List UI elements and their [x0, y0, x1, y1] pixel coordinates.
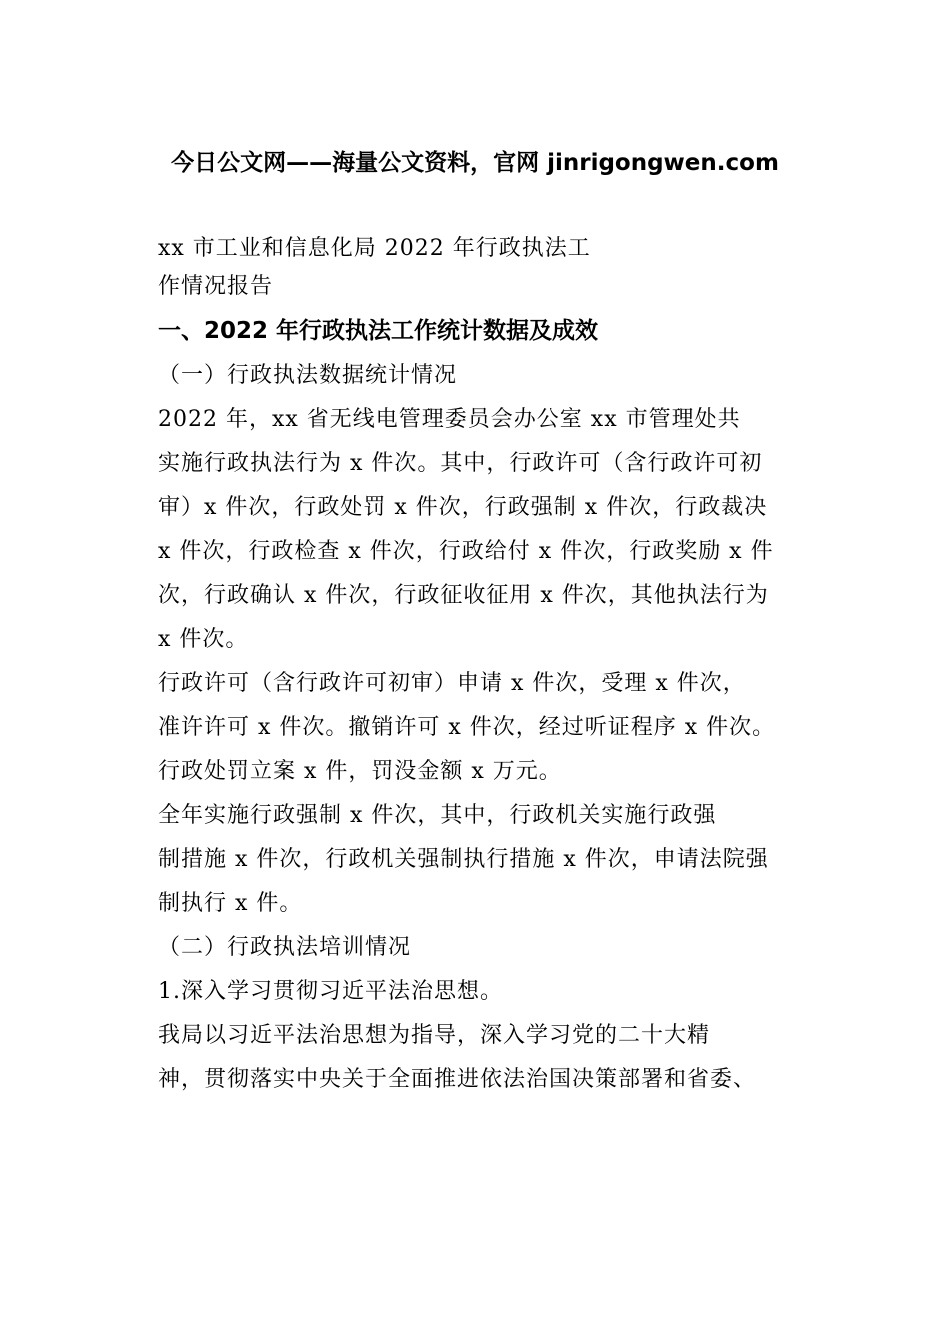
paragraph-penalty: [158, 750, 838, 794]
paragraph-training: [158, 1014, 838, 1102]
paragraph-line: x 件次，行政检查 x 件次，行政给付 x 件次，行政奖励 x 件: [158, 539, 774, 564]
paragraph-line: 实施行政执法行为 x 件次。其中，行政许可（含行政许可初: [158, 451, 763, 476]
paragraph-line: 全年实施行政强制 x 件次，其中，行政机关实施行政强: [158, 803, 717, 828]
document-title: [158, 230, 838, 306]
title-line: xx 市工业和信息化局 2022 年行政执法工: [158, 236, 591, 261]
subsection-heading-1: （一）行政执法数据统计情况: [158, 363, 458, 388]
paragraph-line: 2022 年，xx 省无线电管理委员会办公室 xx 市管理处共: [158, 407, 741, 432]
paragraph-line: 制执行 x 件。: [158, 891, 303, 916]
subsection-heading-2: （二）行政执法培训情况: [158, 935, 412, 960]
paragraph-enforcement: [158, 794, 838, 926]
section-heading-1: 一、2022 年行政执法工作统计数据及成效: [158, 318, 599, 344]
site-header-banner: 今日公文网——海量公文资料，官网 jinrigongwen.com: [171, 150, 779, 176]
title-line: 作情况报告: [158, 274, 274, 299]
paragraph-line: 制措施 x 件次，行政机关强制执行措施 x 件次，申请法院强: [158, 847, 769, 872]
paragraph-line: 行政许可（含行政许可初审）申请 x 件次，受理 x 件次，: [158, 671, 746, 696]
paragraph-licensing: [158, 662, 838, 750]
paragraph-line: 神，贯彻落实中央关于全面推进依法治国决策部署和省委、: [158, 1067, 757, 1092]
paragraph-line: 行政处罚立案 x 件，罚没金额 x 万元。: [158, 759, 562, 784]
paragraph-line: 我局以习近平法治思想为指导，深入学习党的二十大精: [158, 1023, 711, 1048]
numbered-item-1: 1.深入学习贯彻习近平法治思想。: [158, 979, 503, 1004]
paragraph-line: x 件次。: [158, 627, 249, 652]
document-body: [158, 206, 838, 1102]
paragraph-statistics: [158, 398, 838, 662]
paragraph-line: 准许许可 x 件次。撤销许可 x 件次，经过听证程序 x 件次。: [158, 715, 776, 740]
paragraph-line: 次，行政确认 x 件次，行政征收征用 x 件次，其他执法行为: [158, 583, 769, 608]
paragraph-line: 审）x 件次，行政处罚 x 件次，行政强制 x 件次，行政裁决: [158, 495, 768, 520]
